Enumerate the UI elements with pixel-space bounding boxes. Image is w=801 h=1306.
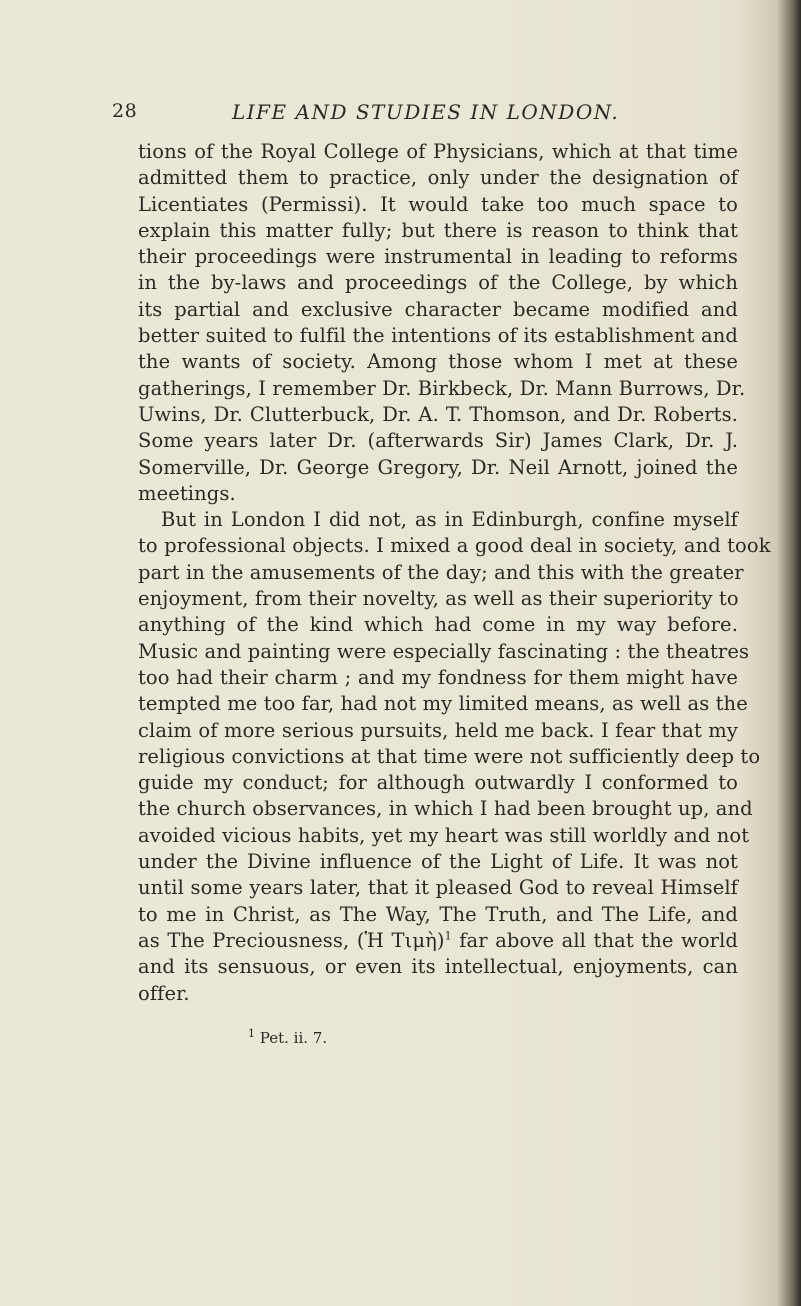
text-line: the wants of society. Among those whom I met at these xyxy=(138,350,738,374)
text-line: claim of more serious pursuits, held me back. I fear that my xyxy=(138,718,738,742)
text-line: better suited to fulfil the intentions of its establishment and xyxy=(138,324,738,348)
text-line: until some years later, that it pleased God to reveal Himself xyxy=(138,876,738,900)
footnote-marker: 1 xyxy=(248,1027,255,1040)
text-line: tempted me too far, had not my limited means, as well as the xyxy=(138,692,748,716)
text-line: Some years later Dr. (afterwards Sir) James Clark, Dr. J. xyxy=(138,429,738,453)
footnote-reference: 1 xyxy=(444,929,452,943)
text-line: Licentiates (Permissi). It would take too much space to xyxy=(138,192,738,216)
text-line: offer. xyxy=(138,981,190,1005)
running-title: LIFE AND STUDIES IN LONDON. xyxy=(232,100,620,124)
text-line: and its sensuous, or even its intellectual, enjoyments, can xyxy=(138,955,738,979)
text-line: under the Divine influence of the Light of Life. It was not xyxy=(138,850,738,874)
text-line: tions of the Royal College of Physicians, which at that time xyxy=(138,140,738,163)
text-line: in the by-laws and proceedings of the College, by which xyxy=(138,271,738,295)
page-number: 28 xyxy=(112,100,138,122)
text-line: to me in Christ, as The Way, The Truth, and The Life, and xyxy=(138,902,738,926)
text-line: admitted them to practice, only under the designation of xyxy=(138,166,738,190)
footnote-text: Pet. ii. 7. xyxy=(259,1029,328,1047)
text-line: Uwins, Dr. Clutterbuck, Dr. A. T. Thomson, and Dr. Roberts. xyxy=(138,402,738,426)
text-line: religious convictions at that time were not sufficiently deep to xyxy=(138,744,761,768)
text-line: anything of the kind which had come in my way before. xyxy=(138,613,738,637)
footnote xyxy=(248,1028,327,1048)
text-line: gatherings, I remember Dr. Birkbeck, Dr. Mann Burrows, Dr. xyxy=(138,376,746,400)
text-line: the church observances, in which I had been brought up, and xyxy=(138,797,753,821)
text-line: Somerville, Dr. George Gregory, Dr. Neil Arnott, joined the xyxy=(138,455,738,479)
text-line: explain this matter fully; but there is reason to think that xyxy=(138,218,738,242)
text-line: avoided vicious habits, yet my heart was still worldly and not xyxy=(138,823,750,847)
text-line: meetings. xyxy=(138,481,236,505)
text-line: enjoyment, from their novelty, as well as their superiority to xyxy=(138,587,739,611)
text-line: its partial and exclusive character became modified and xyxy=(138,297,738,321)
text-line: part in the amusements of the day; and this with the greater xyxy=(138,560,744,584)
text-line: Music and painting were especially fascinating : the theatres xyxy=(138,639,750,663)
text-line: too had their charm ; and my fondness for them might have xyxy=(138,665,738,689)
page-header xyxy=(112,100,712,128)
text-segment: as The Preciousness, (Ἡ Τιμὴ) xyxy=(138,928,445,952)
body-text xyxy=(138,139,771,1007)
text-line: to professional objects. I mixed a good deal in society, and took xyxy=(138,534,771,558)
text-line: their proceedings were instrumental in leading to reforms xyxy=(138,245,738,269)
text-line: But in London I did not, as in Edinburgh, confine myself xyxy=(161,508,738,532)
text-line-with-footnote-ref xyxy=(138,928,738,954)
text-segment: far above all that the world xyxy=(451,928,738,952)
text-line: guide my conduct; for although outwardly I conformed to xyxy=(138,771,738,795)
